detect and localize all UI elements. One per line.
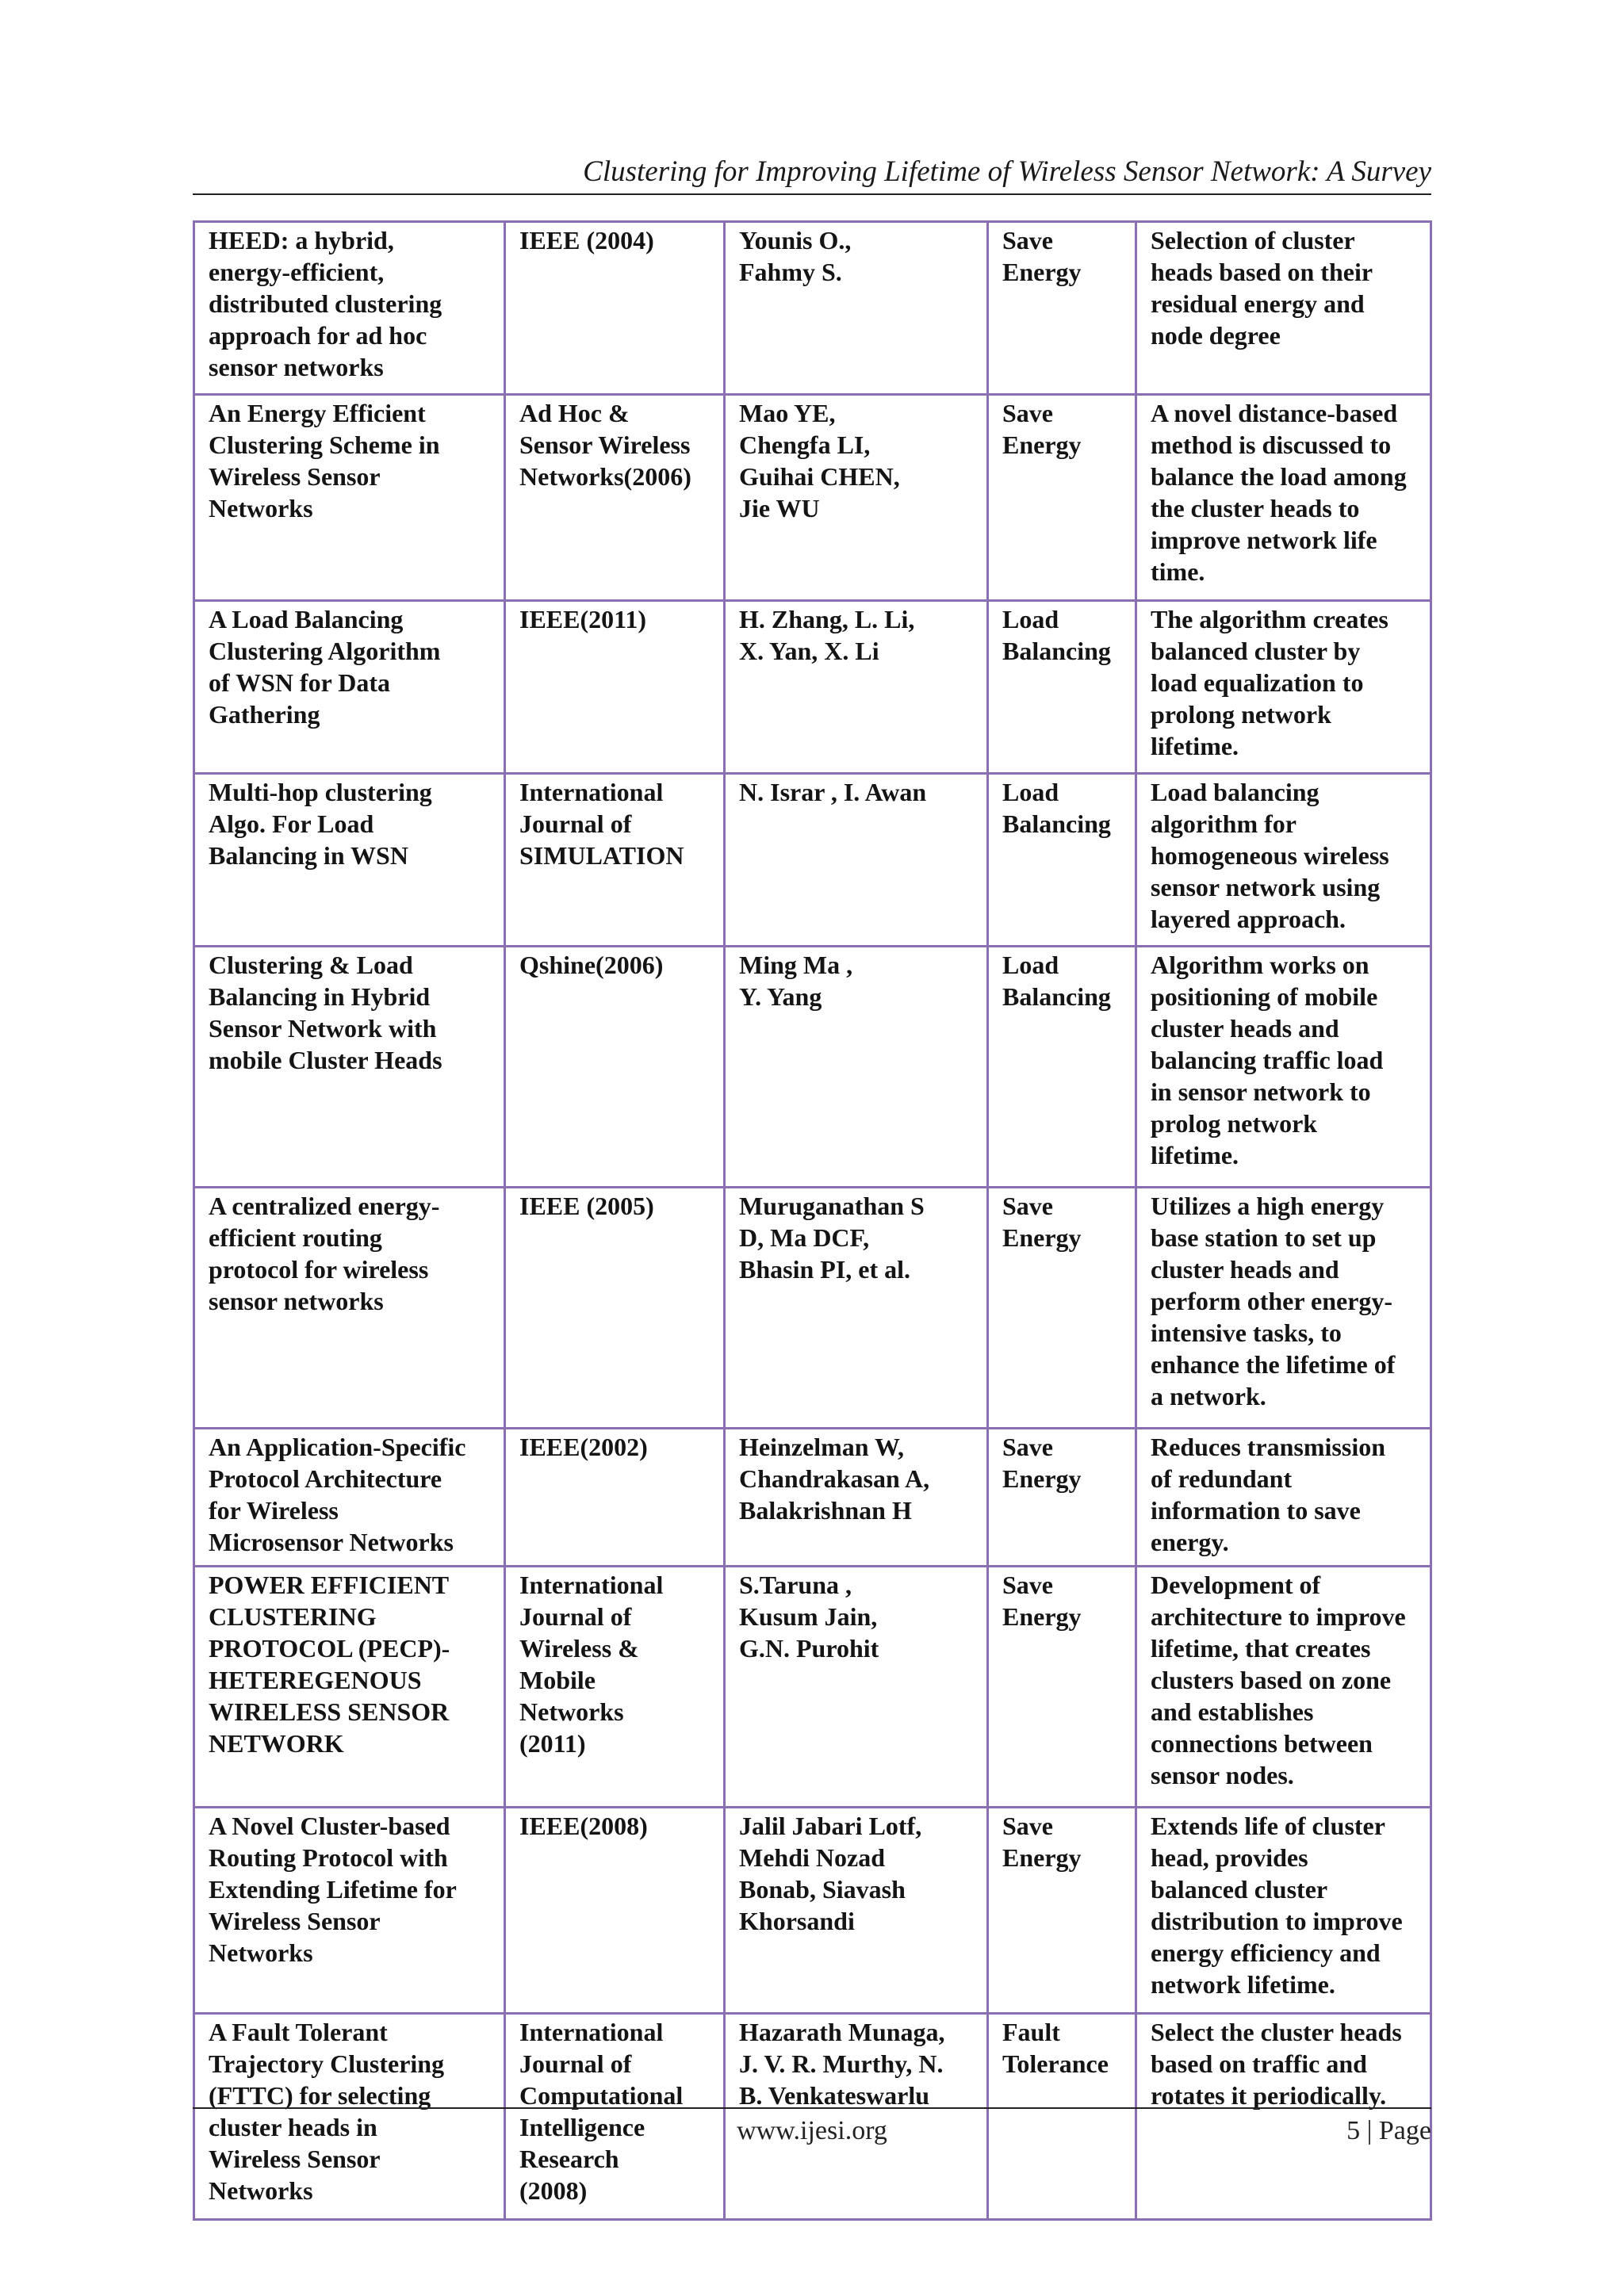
cell-text-line: Research xyxy=(519,2145,619,2173)
table-row xyxy=(194,1808,1431,2014)
cell-text-line: Younis O., xyxy=(739,226,852,254)
publication-source-cell xyxy=(505,947,725,1188)
cell-text-line: Fault xyxy=(1002,2018,1060,2046)
description-cell xyxy=(1136,1808,1431,2014)
cell-text-line: Load balancing xyxy=(1151,778,1320,806)
purpose-cell xyxy=(988,947,1136,1188)
authors-cell xyxy=(725,1808,988,2014)
description-cell xyxy=(1136,222,1431,395)
cell-text-line: architecture to improve xyxy=(1151,1602,1406,1631)
description-cell xyxy=(1136,1567,1431,1808)
cell-text-line: clusters based on zone xyxy=(1151,1666,1392,1694)
cell-text-line: homogeneous wireless xyxy=(1151,841,1389,870)
paper-title-cell xyxy=(194,774,505,947)
cell-text-line: Development of xyxy=(1151,1571,1321,1599)
description-cell xyxy=(1136,601,1431,774)
cell-text-line: Muruganathan S xyxy=(739,1192,925,1220)
cell-text-line: Networks xyxy=(209,2176,313,2205)
cell-text-line: balanced cluster xyxy=(1151,1875,1328,1904)
cell-text-line: approach for ad hoc xyxy=(209,321,427,350)
cell-text-line: a network. xyxy=(1151,1382,1266,1410)
cell-text-line: Journal of xyxy=(519,1602,632,1631)
cell-text-line: lifetime. xyxy=(1151,1141,1239,1169)
cell-text-line: Journal of xyxy=(519,2049,632,2078)
cell-text-line: Mobile xyxy=(519,1666,596,1694)
cell-text-line: prolong network xyxy=(1151,700,1331,729)
purpose-cell xyxy=(988,601,1136,774)
cell-text-line: Gathering xyxy=(209,700,320,729)
cell-text-line: Save xyxy=(1002,1571,1053,1599)
purpose-cell xyxy=(988,1429,1136,1567)
cell-text-line: IEEE(2002) xyxy=(519,1433,648,1461)
description-cell xyxy=(1136,1188,1431,1429)
cell-text-line: Selection of cluster xyxy=(1151,226,1355,254)
cell-text-line: X. Yan, X. Li xyxy=(739,637,879,665)
purpose-cell xyxy=(988,1188,1136,1429)
cell-text-line: HEED: a hybrid, xyxy=(209,226,394,254)
cell-text-line: N. Israr , I. Awan xyxy=(739,778,927,806)
cell-text-line: Wireless Sensor xyxy=(209,1907,381,1935)
cell-text-line: Qshine(2006) xyxy=(519,951,664,979)
publication-source-cell xyxy=(505,222,725,395)
cell-text-line: WIRELESS SENSOR xyxy=(209,1697,450,1726)
cell-text-line: S.Taruna , xyxy=(739,1571,852,1599)
cell-text-line: Tolerance xyxy=(1002,2049,1109,2078)
cell-text-line: of redundant xyxy=(1151,1464,1293,1493)
cell-text-line: Microsensor Networks xyxy=(209,1528,454,1556)
cell-text-line: cluster heads and xyxy=(1151,1255,1339,1284)
cell-text-line: Clustering & Load xyxy=(209,951,413,979)
cell-text-line: International xyxy=(519,778,664,806)
paper-title-cell xyxy=(194,395,505,601)
cell-text-line: Heinzelman W, xyxy=(739,1433,905,1461)
cell-text-line: Load xyxy=(1002,605,1059,633)
cell-text-line: Sensor Wireless xyxy=(519,430,691,459)
cell-text-line: cluster heads in xyxy=(209,2113,377,2141)
footer-website[interactable]: www.ijesi.org xyxy=(737,2116,887,2145)
cell-text-line: the cluster heads to xyxy=(1151,494,1360,522)
authors-cell xyxy=(725,947,988,1188)
cell-text-line: Save xyxy=(1002,1812,1053,1840)
authors-cell xyxy=(725,1188,988,1429)
authors-cell xyxy=(725,222,988,395)
cell-text-line: Energy xyxy=(1002,1843,1082,1872)
cell-text-line: POWER EFFICIENT xyxy=(209,1571,450,1599)
cell-text-line: Select the cluster heads xyxy=(1151,2018,1402,2046)
cell-text-line: Wireless Sensor xyxy=(209,2145,381,2173)
cell-text-line: Routing Protocol with xyxy=(209,1843,448,1872)
cell-text-line: balance the load among xyxy=(1151,462,1407,491)
running-title: Clustering for Improving Lifetime of Wireless Sensor Network: A Survey xyxy=(583,155,1431,188)
cell-text-line: Clustering Algorithm xyxy=(209,637,441,665)
cell-text-line: prolog network xyxy=(1151,1109,1318,1138)
cell-text-line: Extends life of cluster xyxy=(1151,1812,1385,1840)
cell-text-line: Bhasin PI, et al. xyxy=(739,1255,911,1284)
cell-text-line: cluster heads and xyxy=(1151,1014,1339,1043)
cell-text-line: Load xyxy=(1002,951,1059,979)
cell-text-line: distributed clustering xyxy=(209,289,442,318)
cell-text-line: IEEE (2004) xyxy=(519,226,654,254)
purpose-cell xyxy=(988,395,1136,601)
purpose-cell xyxy=(988,1567,1136,1808)
description-cell xyxy=(1136,947,1431,1188)
cell-text-line: connections between xyxy=(1151,1729,1373,1758)
cell-text-line: Extending Lifetime for xyxy=(209,1875,457,1904)
authors-cell xyxy=(725,774,988,947)
cell-text-line: Wireless & xyxy=(519,1634,639,1663)
cell-text-line: International xyxy=(519,1571,664,1599)
cell-text-line: node degree xyxy=(1151,321,1281,350)
purpose-cell xyxy=(988,222,1136,395)
running-header xyxy=(193,151,1431,195)
cell-text-line: (2008) xyxy=(519,2176,588,2205)
cell-text-line: protocol for wireless xyxy=(209,1255,429,1284)
cell-text-line: information to save xyxy=(1151,1496,1361,1525)
publication-source-cell xyxy=(505,1429,725,1567)
table-row xyxy=(194,1429,1431,1567)
cell-text-line: head, provides xyxy=(1151,1843,1308,1872)
cell-text-line: International xyxy=(519,2018,664,2046)
cell-text-line: time. xyxy=(1151,557,1205,586)
cell-text-line: for Wireless xyxy=(209,1496,339,1525)
cell-text-line: The algorithm creates xyxy=(1151,605,1388,633)
cell-text-line: (FTTC) for selecting xyxy=(209,2081,431,2110)
cell-text-line: Balancing xyxy=(1002,809,1111,838)
page-footer xyxy=(193,2107,1431,2153)
cell-text-line: rotates it periodically. xyxy=(1151,2081,1387,2110)
cell-text-line: layered approach. xyxy=(1151,905,1346,933)
cell-text-line: An Application-Specific xyxy=(209,1433,466,1461)
cell-text-line: energy. xyxy=(1151,1528,1229,1556)
page-number: 5 | Page xyxy=(1346,2116,1431,2145)
cell-text-line: sensor network using xyxy=(1151,873,1381,901)
table-row xyxy=(194,774,1431,947)
cell-text-line: CLUSTERING xyxy=(209,1602,377,1631)
cell-text-line: Multi-hop clustering xyxy=(209,778,432,806)
purpose-cell xyxy=(988,774,1136,947)
cell-text-line: Chandrakasan A, xyxy=(739,1464,930,1493)
cell-text-line: Balancing in WSN xyxy=(209,841,408,870)
cell-text-line: Mao YE, xyxy=(739,399,836,427)
cell-text-line: Computational xyxy=(519,2081,684,2110)
cell-text-line: positioning of mobile xyxy=(1151,982,1378,1011)
cell-text-line: in sensor network to xyxy=(1151,1077,1371,1106)
cell-text-line: Kusum Jain, xyxy=(739,1602,878,1631)
cell-text-line: Journal of xyxy=(519,809,632,838)
cell-text-line: PROTOCOL (PECP)- xyxy=(209,1634,450,1663)
paper-title-cell xyxy=(194,1808,505,2014)
cell-text-line: Balancing xyxy=(1002,982,1111,1011)
cell-text-line: NETWORK xyxy=(209,1729,344,1758)
cell-text-line: heads based on their xyxy=(1151,258,1373,286)
cell-text-line: G.N. Purohit xyxy=(739,1634,879,1663)
cell-text-line: Y. Yang xyxy=(739,982,822,1011)
publication-source-cell xyxy=(505,395,725,601)
cell-text-line: of WSN for Data xyxy=(209,668,391,697)
table-row xyxy=(194,222,1431,395)
publication-source-cell xyxy=(505,1808,725,2014)
cell-text-line: sensor networks xyxy=(209,353,384,381)
cell-text-line: Protocol Architecture xyxy=(209,1464,442,1493)
cell-text-line: Networks xyxy=(519,1697,624,1726)
cell-text-line: Balakrishnan H xyxy=(739,1496,912,1525)
cell-text-line: algorithm for xyxy=(1151,809,1297,838)
cell-text-line: Ad Hoc & xyxy=(519,399,630,427)
cell-text-line: energy efficiency and xyxy=(1151,1938,1381,1967)
cell-text-line: intensive tasks, to xyxy=(1151,1318,1342,1347)
cell-text-line: lifetime. xyxy=(1151,732,1239,760)
publication-source-cell xyxy=(505,1188,725,1429)
cell-text-line: Hazarath Munaga, xyxy=(739,2018,945,2046)
cell-text-line: Networks xyxy=(209,1938,313,1967)
cell-text-line: Networks xyxy=(209,494,313,522)
cell-text-line: IEEE (2005) xyxy=(519,1192,654,1220)
cell-text-line: Chengfa LI, xyxy=(739,430,871,459)
cell-text-line: IEEE(2011) xyxy=(519,605,647,633)
table-row xyxy=(194,947,1431,1188)
purpose-cell xyxy=(988,1808,1136,2014)
publication-source-cell xyxy=(505,601,725,774)
cell-text-line: SIMULATION xyxy=(519,841,684,870)
cell-text-line: Jalil Jabari Lotf, xyxy=(739,1812,922,1840)
paper-title-cell xyxy=(194,1429,505,1567)
cell-text-line: A Load Balancing xyxy=(209,605,404,633)
survey-table-body xyxy=(194,222,1431,2220)
cell-text-line: improve network life xyxy=(1151,526,1377,554)
cell-text-line: mobile Cluster Heads xyxy=(209,1046,442,1074)
authors-cell xyxy=(725,1567,988,1808)
authors-cell xyxy=(725,395,988,601)
publication-source-cell xyxy=(505,1567,725,1808)
cell-text-line: Clustering Scheme in xyxy=(209,430,440,459)
cell-text-line: Sensor Network with xyxy=(209,1014,437,1043)
description-cell xyxy=(1136,774,1431,947)
cell-text-line: efficient routing xyxy=(209,1223,382,1252)
cell-text-line: lifetime, that creates xyxy=(1151,1634,1371,1663)
cell-text-line: method is discussed to xyxy=(1151,430,1392,459)
cell-text-line: Bonab, Siavash xyxy=(739,1875,906,1904)
cell-text-line: IEEE(2008) xyxy=(519,1812,648,1840)
cell-text-line: balanced cluster by xyxy=(1151,637,1361,665)
cell-text-line: network lifetime. xyxy=(1151,1970,1335,1999)
cell-text-line: Algorithm works on xyxy=(1151,951,1369,979)
cell-text-line: Balancing xyxy=(1002,637,1111,665)
cell-text-line: sensor nodes. xyxy=(1151,1761,1294,1789)
cell-text-line: Reduces transmission xyxy=(1151,1433,1386,1461)
authors-cell xyxy=(725,601,988,774)
cell-text-line: load equalization to xyxy=(1151,668,1364,697)
cell-text-line: Energy xyxy=(1002,258,1082,286)
cell-text-line: enhance the lifetime of xyxy=(1151,1350,1396,1379)
paper-title-cell xyxy=(194,222,505,395)
cell-text-line: B. Venkateswarlu xyxy=(739,2081,930,2110)
cell-text-line: Khorsandi xyxy=(739,1907,855,1935)
cell-text-line: Energy xyxy=(1002,1602,1082,1631)
cell-text-line: residual energy and xyxy=(1151,289,1365,318)
publication-source-cell xyxy=(505,774,725,947)
cell-text-line: base station to set up xyxy=(1151,1223,1377,1252)
table-row xyxy=(194,1188,1431,1429)
cell-text-line: Save xyxy=(1002,1433,1053,1461)
table-row xyxy=(194,395,1431,601)
cell-text-line: H. Zhang, L. Li, xyxy=(739,605,915,633)
cell-text-line: distribution to improve xyxy=(1151,1907,1403,1935)
cell-text-line: J. V. R. Murthy, N. xyxy=(739,2049,944,2078)
cell-text-line: Algo. For Load xyxy=(209,809,374,838)
cell-text-line: sensor networks xyxy=(209,1287,384,1315)
cell-text-line: perform other energy- xyxy=(1151,1287,1393,1315)
description-cell xyxy=(1136,395,1431,601)
paper-title-cell xyxy=(194,1567,505,1808)
cell-text-line: Save xyxy=(1002,226,1053,254)
cell-text-line: HETEREGENOUS xyxy=(209,1666,422,1694)
cell-text-line: Load xyxy=(1002,778,1059,806)
paper-title-cell xyxy=(194,947,505,1188)
cell-text-line: based on traffic and xyxy=(1151,2049,1367,2078)
cell-text-line: Trajectory Clustering xyxy=(209,2049,445,2078)
cell-text-line: Mehdi Nozad xyxy=(739,1843,885,1872)
description-cell xyxy=(1136,1429,1431,1567)
cell-text-line: balancing traffic load xyxy=(1151,1046,1384,1074)
cell-text-line: Networks(2006) xyxy=(519,462,691,491)
cell-text-line: and establishes xyxy=(1151,1697,1314,1726)
cell-text-line: Intelligence xyxy=(519,2113,645,2141)
cell-text-line: A novel distance-based xyxy=(1151,399,1398,427)
cell-text-line: D, Ma DCF, xyxy=(739,1223,870,1252)
table-row xyxy=(194,601,1431,774)
cell-text-line: An Energy Efficient xyxy=(209,399,426,427)
paper-title-cell xyxy=(194,601,505,774)
cell-text-line: Utilizes a high energy xyxy=(1151,1192,1385,1220)
cell-text-line: Ming Ma , xyxy=(739,951,853,979)
cell-text-line: A Fault Tolerant xyxy=(209,2018,388,2046)
cell-text-line: (2011) xyxy=(519,1729,586,1758)
cell-text-line: Save xyxy=(1002,399,1053,427)
authors-cell xyxy=(725,1429,988,1567)
survey-table xyxy=(193,220,1432,2221)
cell-text-line: Wireless Sensor xyxy=(209,462,381,491)
paper-title-cell xyxy=(194,1188,505,1429)
cell-text-line: Fahmy S. xyxy=(739,258,842,286)
cell-text-line: Balancing in Hybrid xyxy=(209,982,431,1011)
cell-text-line: A centralized energy- xyxy=(209,1192,440,1220)
cell-text-line: Jie WU xyxy=(739,494,820,522)
table-row xyxy=(194,1567,1431,1808)
cell-text-line: A Novel Cluster-based xyxy=(209,1812,450,1840)
cell-text-line: Guihai CHEN, xyxy=(739,462,900,491)
cell-text-line: energy-efficient, xyxy=(209,258,385,286)
cell-text-line: Save xyxy=(1002,1192,1053,1220)
cell-text-line: Energy xyxy=(1002,1223,1082,1252)
cell-text-line: Energy xyxy=(1002,430,1082,459)
cell-text-line: Energy xyxy=(1002,1464,1082,1493)
